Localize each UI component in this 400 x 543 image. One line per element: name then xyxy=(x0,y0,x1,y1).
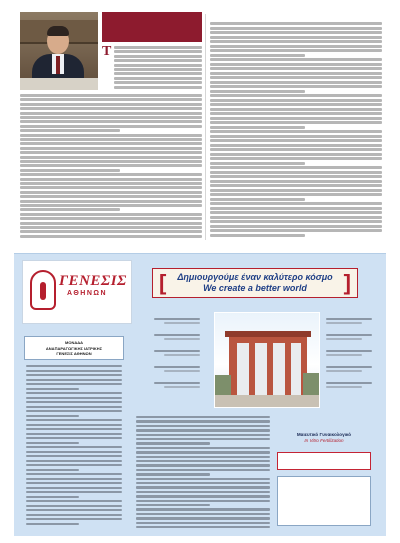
text-line xyxy=(210,225,382,228)
department-name-line xyxy=(326,366,372,368)
text-line xyxy=(26,437,122,439)
text-line xyxy=(136,486,270,488)
drop-cap: T xyxy=(102,44,112,59)
logo-city: ΑΘΗΝΩΝ xyxy=(67,290,108,297)
text-line xyxy=(26,374,122,376)
text-line xyxy=(136,469,270,471)
text-line xyxy=(136,478,270,480)
author-portrait xyxy=(20,12,98,90)
highlight-box xyxy=(277,452,371,470)
text-line xyxy=(26,401,122,403)
text-line xyxy=(136,451,270,453)
text-line xyxy=(210,229,382,232)
text-line xyxy=(210,90,305,93)
text-line xyxy=(20,98,202,101)
text-line xyxy=(20,156,202,159)
ivf-title-line: In Vitro Fertilization xyxy=(304,438,344,443)
text-line xyxy=(210,189,382,192)
text-line xyxy=(26,505,122,507)
text-line xyxy=(20,147,202,150)
text-line xyxy=(136,526,270,528)
text-line xyxy=(136,517,270,519)
text-line xyxy=(26,428,122,430)
department-detail-line xyxy=(326,338,362,340)
text-line xyxy=(26,370,122,372)
text-line xyxy=(210,31,382,34)
text-line xyxy=(20,204,202,207)
text-line xyxy=(20,151,202,154)
text-line xyxy=(210,58,382,61)
department-detail-line xyxy=(326,322,362,324)
logo-name: ΓΕΝΕΣΙΣ xyxy=(59,273,127,289)
text-line xyxy=(210,180,382,183)
text-line xyxy=(136,438,270,440)
department-detail-line xyxy=(326,354,362,356)
text-line xyxy=(210,184,382,187)
text-line xyxy=(20,195,202,198)
text-line xyxy=(26,500,122,502)
text-line xyxy=(26,397,122,399)
text-line xyxy=(210,72,382,75)
text-line xyxy=(210,234,305,237)
text-line xyxy=(26,482,122,484)
text-line xyxy=(210,103,382,106)
text-line xyxy=(136,429,270,431)
text-line xyxy=(136,513,270,515)
text-line xyxy=(20,213,202,216)
text-line xyxy=(210,148,382,151)
text-line xyxy=(210,121,382,124)
text-line xyxy=(20,182,202,185)
text-line xyxy=(210,63,382,66)
text-line xyxy=(136,447,270,449)
ivf-panel-title xyxy=(277,432,371,444)
article-right-column xyxy=(210,12,382,242)
text-line xyxy=(210,85,382,88)
text-line xyxy=(26,478,122,480)
text-line xyxy=(20,230,202,233)
slogan-box: [ ] Δημιουργούμε έναν καλύτερο κόσμο We create a better world xyxy=(152,268,358,298)
text-line xyxy=(26,496,79,498)
text-line xyxy=(136,460,270,462)
department-name-line xyxy=(326,318,372,320)
text-line xyxy=(210,67,382,70)
department-detail-line xyxy=(164,386,200,388)
text-line xyxy=(20,112,202,115)
text-line xyxy=(210,22,382,25)
text-line xyxy=(26,388,79,390)
logo-emblem-icon xyxy=(30,270,56,310)
text-line xyxy=(20,226,202,229)
ivf-title-line: Μαιευτικό Γυναικολογικό xyxy=(296,432,352,437)
text-line xyxy=(136,473,210,475)
text-line xyxy=(210,27,382,30)
text-line xyxy=(210,202,382,205)
department-detail-line xyxy=(326,386,362,388)
text-line xyxy=(20,142,202,145)
text-line xyxy=(26,518,122,520)
text-line xyxy=(26,406,122,408)
text-line xyxy=(210,112,382,115)
text-line xyxy=(26,487,122,489)
text-line xyxy=(20,116,202,119)
text-line xyxy=(114,46,202,49)
text-line xyxy=(136,420,270,422)
department-detail-line xyxy=(164,322,200,324)
department-detail-line xyxy=(326,370,362,372)
text-line xyxy=(210,144,382,147)
text-line xyxy=(20,134,202,137)
text-line xyxy=(210,45,382,48)
department-name-line xyxy=(154,318,200,320)
text-line xyxy=(136,464,270,466)
text-line xyxy=(210,54,305,57)
text-line xyxy=(210,81,382,84)
text-line xyxy=(20,129,120,132)
text-line xyxy=(20,120,202,123)
clinic-logo xyxy=(22,260,132,324)
text-line xyxy=(210,49,382,52)
text-line xyxy=(210,162,305,165)
text-line xyxy=(26,365,122,367)
text-line xyxy=(210,36,382,39)
text-line xyxy=(136,522,270,524)
text-line xyxy=(114,77,202,80)
text-line xyxy=(210,193,382,196)
text-line xyxy=(210,99,382,102)
text-line xyxy=(26,509,122,511)
text-line xyxy=(114,64,202,67)
magazine-page xyxy=(14,10,386,536)
text-line xyxy=(114,86,202,89)
text-line xyxy=(210,135,382,138)
unit-heading-line: ΓΕΝΕΣΙΣ ΑΘΗΝΩΝ xyxy=(56,351,92,356)
text-line xyxy=(210,198,305,201)
column-divider xyxy=(205,14,206,240)
text-line xyxy=(136,500,270,502)
text-line xyxy=(20,222,202,225)
text-line xyxy=(210,94,382,97)
text-line xyxy=(20,125,202,128)
department-name-line xyxy=(326,350,372,352)
text-line xyxy=(210,211,382,214)
text-line xyxy=(210,171,382,174)
text-line xyxy=(210,130,382,133)
text-line xyxy=(26,514,122,516)
unit-heading-line: ΜΟΝΑΔΑ xyxy=(65,340,83,345)
text-line xyxy=(136,442,210,444)
text-line xyxy=(20,103,202,106)
text-line xyxy=(20,208,120,211)
text-line xyxy=(210,166,382,169)
text-line xyxy=(136,456,270,458)
department-detail-line xyxy=(164,354,200,356)
text-line xyxy=(26,473,122,475)
slogan-english: We create a better world xyxy=(203,283,307,293)
text-line xyxy=(210,76,382,79)
text-line xyxy=(20,138,202,141)
text-line xyxy=(26,455,122,457)
department-name-line xyxy=(326,382,372,384)
unit-heading xyxy=(24,336,124,360)
text-line xyxy=(20,191,202,194)
unit-heading-line: ΑΝΑΠΑΡΑΓΩΓΙΚΗΣ ΙΑΤΡΙΚΗΣ xyxy=(45,345,103,351)
article-left-column xyxy=(20,12,202,242)
text-line xyxy=(26,523,79,525)
text-line xyxy=(26,491,122,493)
department-detail-line xyxy=(164,338,200,340)
text-line xyxy=(136,416,270,418)
text-line xyxy=(26,446,122,448)
text-line xyxy=(136,425,270,427)
text-line xyxy=(26,460,122,462)
text-line xyxy=(26,379,122,381)
clinic-advertisement xyxy=(14,253,386,536)
text-line xyxy=(20,186,202,189)
text-line xyxy=(20,178,202,181)
text-line xyxy=(26,442,79,444)
text-line xyxy=(136,508,270,510)
text-line xyxy=(20,173,202,176)
article-right-title xyxy=(210,12,382,18)
text-line xyxy=(114,55,202,58)
text-line xyxy=(20,160,202,163)
text-line xyxy=(210,117,382,120)
text-line xyxy=(20,107,202,110)
text-line xyxy=(210,207,382,210)
department-name-line xyxy=(154,334,200,336)
text-line xyxy=(26,383,122,385)
text-line xyxy=(136,491,270,493)
department-name-line xyxy=(154,366,200,368)
text-line xyxy=(114,68,202,71)
text-line xyxy=(210,108,382,111)
text-line xyxy=(26,415,79,417)
text-line xyxy=(26,410,122,412)
author-bio-box xyxy=(102,12,202,42)
text-line xyxy=(26,419,122,421)
department-name-line xyxy=(154,382,200,384)
text-line xyxy=(114,59,202,62)
slogan-greek: Δημιουργούμε έναν καλύτερο κόσμο xyxy=(177,272,333,282)
text-line xyxy=(136,495,270,497)
text-line xyxy=(210,220,382,223)
text-line xyxy=(210,175,382,178)
text-line xyxy=(210,153,382,156)
text-line xyxy=(20,217,202,220)
text-line xyxy=(26,464,122,466)
text-line xyxy=(20,164,202,167)
text-line xyxy=(114,50,202,53)
text-line xyxy=(26,424,122,426)
department-name-line xyxy=(326,334,372,336)
text-line xyxy=(20,94,202,97)
text-line xyxy=(210,126,305,129)
text-line xyxy=(136,434,270,436)
text-line xyxy=(210,157,382,160)
department-detail-line xyxy=(164,370,200,372)
text-line xyxy=(26,469,79,471)
text-line xyxy=(26,433,122,435)
text-line xyxy=(20,200,202,203)
text-line xyxy=(210,40,382,43)
text-line xyxy=(20,235,202,238)
text-line xyxy=(20,169,120,172)
text-line xyxy=(210,139,382,142)
text-line xyxy=(26,451,122,453)
clinic-building-image xyxy=(214,312,320,408)
text-line xyxy=(114,72,202,75)
text-line xyxy=(210,216,382,219)
text-line xyxy=(136,504,210,506)
text-line xyxy=(26,392,122,394)
department-name-line xyxy=(154,350,200,352)
article xyxy=(14,10,386,245)
text-line xyxy=(136,482,270,484)
contact-box xyxy=(277,476,371,526)
text-line xyxy=(114,81,202,84)
